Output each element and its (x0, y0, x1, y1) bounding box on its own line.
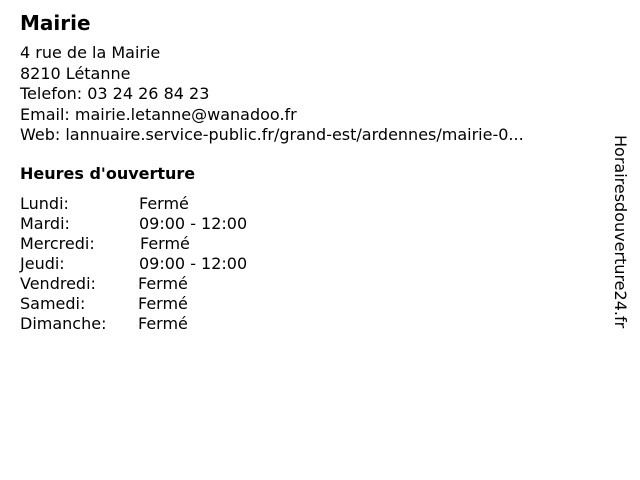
day-label: Samedi: (20, 294, 86, 313)
day-label: Vendredi: (20, 274, 96, 293)
day-hours: Fermé (140, 234, 190, 253)
day-label: Jeudi: (20, 254, 65, 273)
page-title: Mairie (20, 11, 91, 35)
day-hours: Fermé (138, 294, 188, 313)
day-hours: Fermé (138, 314, 188, 333)
day-label: Mardi: (20, 214, 70, 233)
city-postcode: 8210 Létanne (20, 63, 131, 83)
street-address: 4 rue de la Mairie (20, 43, 161, 62)
day-label: Lundi: (20, 194, 69, 213)
day-hours: Fermé (139, 194, 189, 213)
contact-block (20, 43, 524, 146)
site-watermark: Horairesdouverture24.fr (611, 135, 630, 329)
day-hours: 09:00 - 12:00 (139, 254, 248, 273)
day-label: Mercredi: (20, 234, 95, 253)
website-url: Web: lannuaire.service-public.fr/grand-est/ardennes/mairie-0... (20, 125, 524, 144)
phone-number: Telefon: 03 24 26 84 23 (20, 84, 210, 103)
hours-heading: Heures d'ouverture (20, 164, 196, 183)
day-hours: Fermé (138, 274, 188, 293)
day-hours: 09:00 - 12:00 (139, 214, 248, 233)
email-address: Email: mairie.letanne@wanadoo.fr (20, 104, 297, 124)
day-label: Dimanche: (20, 314, 107, 333)
